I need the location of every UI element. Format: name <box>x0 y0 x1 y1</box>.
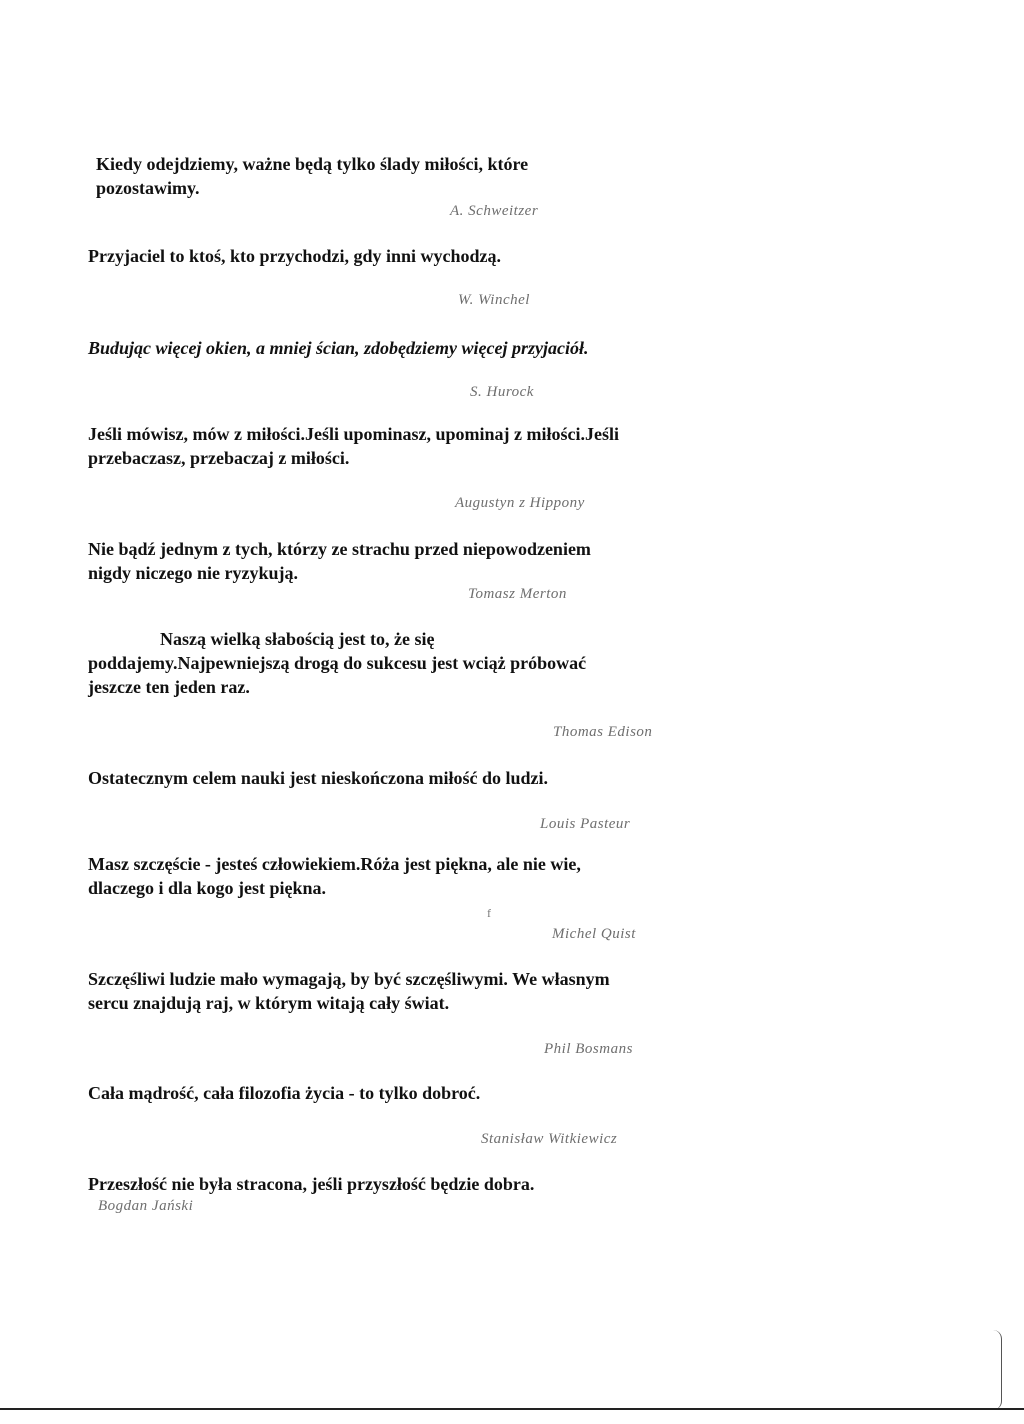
quote-author-1: A. Schweitzer <box>450 203 539 219</box>
quote-author-10: Stanisław Witkiewicz <box>481 1131 618 1147</box>
stray-mark: f <box>487 906 491 920</box>
quote-text-6: Naszą wielką słabością jest to, że się poddajemy.Najpewniejszą drogą do sukcesu jest wciąż próbować jeszcze ten jeden raz. <box>88 629 587 697</box>
quote-text-5: Nie bądź jednym z tych, którzy ze strachu przed niepowodzeniem nigdy niczego nie ryzykują. <box>88 539 591 583</box>
quote-text-1: Kiedy odejdziemy, ważne będą tylko ślady miłości, które pozostawimy. <box>96 154 529 198</box>
quote-author-7: Louis Pasteur <box>540 816 631 832</box>
quote-text-8: Masz szczęście - jesteś człowiekiem.Róża jest piękna, ale nie wie, dlaczego i dla kogo jest piękna. <box>88 854 581 898</box>
quote-author-3: S. Hurock <box>470 384 534 400</box>
quote-text-11: Przeszłość nie była stracona, jeśli przyszłość będzie dobra. <box>88 1174 535 1194</box>
quote-text-7: Ostatecznym celem nauki jest nieskończona miłość do ludzi. <box>88 768 548 788</box>
quote-author-8: Michel Quist <box>552 926 636 942</box>
quote-text-3: Budując więcej okien, a mniej ścian, zdobędziemy więcej przyjaciół. <box>88 338 589 358</box>
quote-author-4: Augustyn z Hippony <box>455 495 585 511</box>
quote-author-6: Thomas Edison <box>553 724 653 740</box>
quote-author-9: Phil Bosmans <box>544 1041 633 1057</box>
scan-page-edge <box>993 1330 1002 1410</box>
quote-author-2: W. Winchel <box>458 292 530 308</box>
quote-author-5: Tomasz Merton <box>468 586 567 602</box>
scan-bottom-edge <box>0 1408 1024 1410</box>
quote-text-9: Szczęśliwi ludzie mało wymagają, by być szczęśliwymi. We własnym sercu znajdują raj, w którym witają cały świat. <box>88 969 610 1013</box>
quote-author-11: Bogdan Jański <box>98 1198 194 1214</box>
quote-text-4: Jeśli mówisz, mów z miłości.Jeśli upominasz, upominaj z miłości.Jeśli przebaczasz, przebaczaj z miłości. <box>88 424 619 468</box>
quote-text-10: Cała mądrość, cała filozofia życia - to tylko dobroć. <box>88 1083 481 1103</box>
quote-text-2: Przyjaciel to ktoś, kto przychodzi, gdy inni wychodzą. <box>88 246 501 266</box>
